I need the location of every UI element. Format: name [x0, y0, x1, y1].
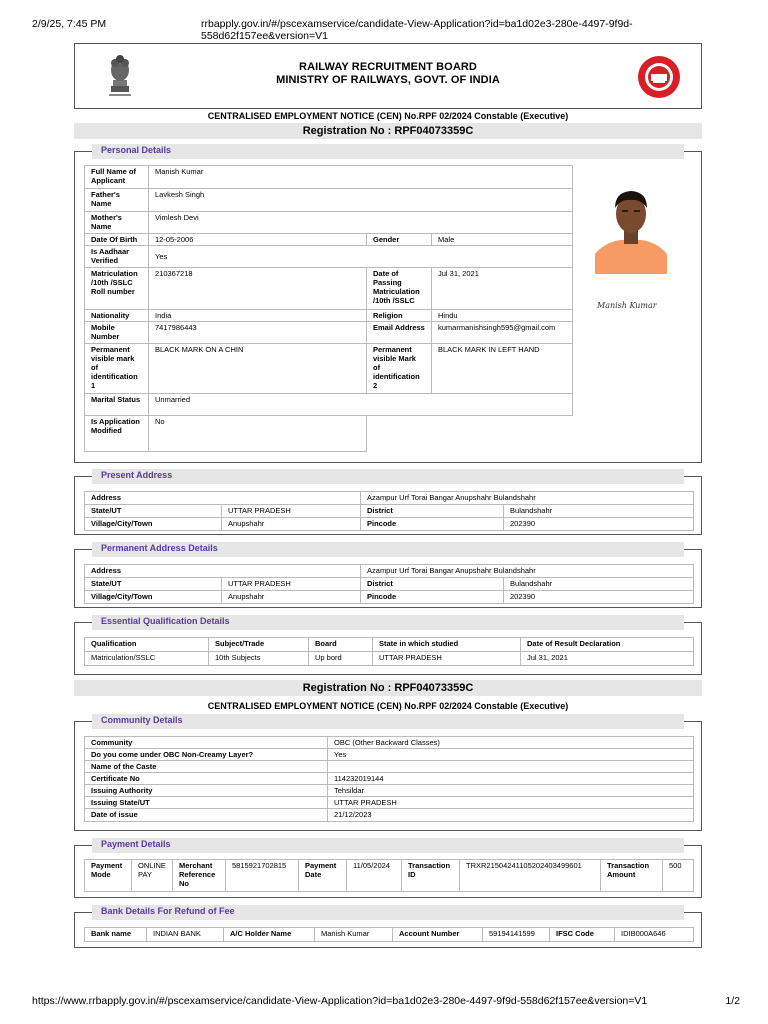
pincode-value: 202390	[504, 518, 694, 531]
applicant-photo	[595, 180, 667, 274]
section-header	[92, 714, 684, 729]
community-section	[74, 715, 702, 831]
table-row	[85, 928, 694, 942]
qualification-table	[84, 637, 694, 666]
table-row	[85, 737, 694, 749]
table-row	[85, 166, 573, 189]
signature-text: Manish Kumar	[597, 301, 657, 310]
payment-section	[74, 839, 702, 898]
section-header	[92, 469, 684, 484]
field-label: Account Number	[393, 928, 483, 942]
payment-mode-value: ONLINE PAY	[132, 860, 173, 892]
registration-number-repeat: Registration No : RPF04073359C	[74, 680, 702, 696]
section-title: Payment Details	[101, 839, 171, 849]
table-row	[85, 268, 573, 310]
field-label: Permanent visible mark of identification 1	[85, 344, 149, 394]
section-title: Present Address	[101, 470, 173, 480]
personal-details-section	[74, 145, 702, 463]
field-value: 114232019144	[328, 773, 694, 785]
dob-value: 12-05-2006	[149, 234, 367, 246]
field-label: Merchant Reference No	[173, 860, 226, 892]
field-label: Bank name	[85, 928, 147, 942]
bank-section	[74, 906, 702, 948]
payment-date-value: 11/05/2024	[347, 860, 402, 892]
print-header	[28, 18, 740, 42]
nationality-value: India	[149, 310, 367, 322]
holder-name-value: Manish Kumar	[315, 928, 393, 942]
field-label: Permanent visible Mark of identification 2	[367, 344, 432, 394]
field-value: OBC (Other Backward Classes)	[328, 737, 694, 749]
field-label: Community	[85, 737, 328, 749]
table-row	[85, 565, 694, 578]
table-row	[85, 189, 573, 212]
field-label: Date Of Birth	[85, 234, 149, 246]
field-label: Payment Mode	[85, 860, 132, 892]
field-label: Matriculation /10th /SSLC Roll number	[85, 268, 149, 310]
cen-title-repeat: CENTRALISED EMPLOYMENT NOTICE (CEN) No.RPF 02/2024 Constable (Executive)	[207, 701, 569, 711]
table-row	[85, 492, 694, 505]
district-value: Bulandshahr	[504, 578, 694, 591]
field-label: A/C Holder Name	[224, 928, 315, 942]
column-header: Board	[309, 638, 373, 652]
table-row	[85, 212, 573, 234]
passing-date-value: Jul 31, 2021	[432, 268, 573, 310]
table-row	[85, 749, 694, 761]
print-footer-url: https://www.rrbapply.gov.in/#/pscexamservice/candidate-View-Application?id=ba1d02e3-280e-4497-9f9d-558d62f157ee&version=V1	[32, 995, 648, 1007]
personal-details-table	[84, 165, 573, 452]
table-row	[85, 394, 573, 416]
mark1-value: BLACK MARK ON A CHIN	[149, 344, 367, 394]
table-row	[85, 773, 694, 785]
present-address-table	[84, 491, 694, 531]
table-cell: 10th Subjects	[209, 652, 309, 666]
table-row	[85, 578, 694, 591]
permanent-address-table	[84, 564, 694, 604]
field-label: Address	[85, 565, 361, 578]
field-value: UTTAR PRADESH	[328, 797, 694, 809]
permanent-address-section	[74, 543, 702, 608]
table-row	[85, 518, 694, 531]
field-label: Village/City/Town	[85, 591, 222, 604]
table-row	[85, 797, 694, 809]
community-table	[84, 736, 694, 822]
section-title: Personal Details	[101, 145, 172, 155]
field-label: Gender	[367, 234, 432, 246]
section-header	[92, 838, 684, 853]
field-label: Religion	[367, 310, 432, 322]
field-label: Do you come under OBC Non-Creamy Layer?	[85, 749, 328, 761]
father-name-value: Lavkesh Singh	[149, 189, 573, 212]
table-cell: Jul 31, 2021	[521, 652, 694, 666]
table-row	[85, 591, 694, 604]
address-value: Azampur Urf Torai Bangar Anupshahr Bulandshahr	[361, 492, 694, 505]
column-header: State in which studied	[373, 638, 521, 652]
qualification-section	[74, 616, 702, 675]
column-header: Date of Result Declaration	[521, 638, 694, 652]
table-row	[85, 310, 573, 322]
field-label: Village/City/Town	[85, 518, 222, 531]
district-value: Bulandshahr	[504, 505, 694, 518]
field-label: Payment Date	[299, 860, 347, 892]
table-cell: Matriculation/SSLC	[85, 652, 209, 666]
bank-name-value: INDIAN BANK	[147, 928, 224, 942]
table-row	[85, 761, 694, 773]
field-value: 21/12/2023	[328, 809, 694, 822]
section-title: Permanent Address Details	[101, 543, 218, 553]
present-address-section	[74, 470, 702, 535]
field-label: Father's Name	[85, 189, 149, 212]
page-number: 1/2	[725, 995, 740, 1007]
field-label: Transaction Amount	[601, 860, 663, 892]
field-value	[328, 761, 694, 773]
applicant-signature	[595, 294, 675, 314]
field-label: Full Name of Applicant	[85, 166, 149, 189]
field-label: District	[361, 505, 504, 518]
field-label: IFSC Code	[550, 928, 615, 942]
table-row	[85, 785, 694, 797]
field-label: Issuing Authority	[85, 785, 328, 797]
table-cell: UTTAR PRADESH	[373, 652, 521, 666]
village-value: Anupshahr	[222, 591, 361, 604]
table-header-row	[85, 638, 694, 652]
table-row	[85, 809, 694, 822]
aadhaar-value: Yes	[149, 246, 573, 268]
mark2-value: BLACK MARK IN LEFT HAND	[432, 344, 573, 394]
table-row	[85, 652, 694, 666]
field-label: Name of the Caste	[85, 761, 328, 773]
marital-value: Unmarried	[149, 394, 573, 416]
table-row	[85, 860, 694, 892]
field-label: Address	[85, 492, 361, 505]
field-label: State/UT	[85, 505, 222, 518]
field-label: District	[361, 578, 504, 591]
field-label: Issuing State/UT	[85, 797, 328, 809]
pincode-value: 202390	[504, 591, 694, 604]
board-title-line1: RAILWAY RECRUITMENT BOARD	[299, 61, 477, 73]
field-label: Date of issue	[85, 809, 328, 822]
religion-value: Hindu	[432, 310, 573, 322]
table-cell: Up bord	[309, 652, 373, 666]
field-label: Nationality	[85, 310, 149, 322]
modified-value: No	[149, 416, 367, 452]
field-value: Yes	[328, 749, 694, 761]
empty-cell	[367, 416, 573, 452]
section-title: Bank Details For Refund of Fee	[101, 906, 235, 916]
account-number-value: 59194141599	[483, 928, 550, 942]
village-value: Anupshahr	[222, 518, 361, 531]
cen-title: CENTRALISED EMPLOYMENT NOTICE (CEN) No.RPF 02/2024 Constable (Executive)	[207, 111, 569, 121]
mobile-value: 7417986443	[149, 322, 367, 344]
roll-number-value: 210367218	[149, 268, 367, 310]
print-url: rrbapply.gov.in/#/pscexamservice/candidate-View-Application?id=ba1d02e3-280e-4497-9f9d-558d62f157ee&version=V1	[201, 18, 633, 42]
table-row	[85, 505, 694, 518]
registration-number: Registration No : RPF04073359C	[74, 123, 702, 139]
field-value: Tehsildar	[328, 785, 694, 797]
section-header	[92, 542, 684, 557]
section-header	[92, 905, 684, 920]
payment-table	[84, 859, 694, 892]
column-header: Qualification	[85, 638, 209, 652]
field-label: Transaction ID	[402, 860, 460, 892]
field-label: Pincode	[361, 518, 504, 531]
column-header: Subject/Trade	[209, 638, 309, 652]
section-header	[92, 144, 684, 159]
field-label: Certificate No	[85, 773, 328, 785]
print-datetime: 2/9/25, 7:45 PM	[32, 18, 107, 30]
board-header	[74, 43, 702, 109]
field-label: Is Application Modified	[85, 416, 149, 452]
section-title: Essential Qualification Details	[101, 616, 230, 626]
board-title	[75, 61, 701, 87]
transaction-amount-value: 500	[663, 860, 694, 892]
mother-name-value: Vimlesh Devi	[149, 212, 573, 234]
state-value: UTTAR PRADESH	[222, 505, 361, 518]
field-label: State/UT	[85, 578, 222, 591]
merchant-ref-value: 5815921702815	[226, 860, 299, 892]
board-title-line2: MINISTRY OF RAILWAYS, GOVT. OF INDIA	[276, 74, 500, 86]
field-label: Marital Status	[85, 394, 149, 416]
address-value: Azampur Urf Torai Bangar Anupshahr Bulandshahr	[361, 565, 694, 578]
indian-railways-logo-icon	[637, 55, 681, 99]
table-row	[85, 322, 573, 344]
full-name-value: Manish Kumar	[149, 166, 573, 189]
print-footer	[28, 995, 740, 1009]
table-row	[85, 234, 573, 246]
section-header	[92, 615, 684, 630]
table-row	[85, 416, 573, 452]
field-label: Mother's Name	[85, 212, 149, 234]
field-label: Mobile Number	[85, 322, 149, 344]
field-label: Pincode	[361, 591, 504, 604]
gender-value: Male	[432, 234, 573, 246]
section-title: Community Details	[101, 715, 183, 725]
field-label: Is Aadhaar Verified	[85, 246, 149, 268]
field-label: Date of Passing Matriculation /10th /SSLC	[367, 268, 432, 310]
field-label: Email Address	[367, 322, 432, 344]
table-row	[85, 246, 573, 268]
table-row	[85, 344, 573, 394]
state-value: UTTAR PRADESH	[222, 578, 361, 591]
bank-table	[84, 927, 694, 942]
transaction-id-value: TRXR21504241105202403499601	[460, 860, 601, 892]
email-value: kumarmanishsingh595@gmail.com	[432, 322, 573, 344]
ifsc-code-value: IDIB000A646	[615, 928, 694, 942]
